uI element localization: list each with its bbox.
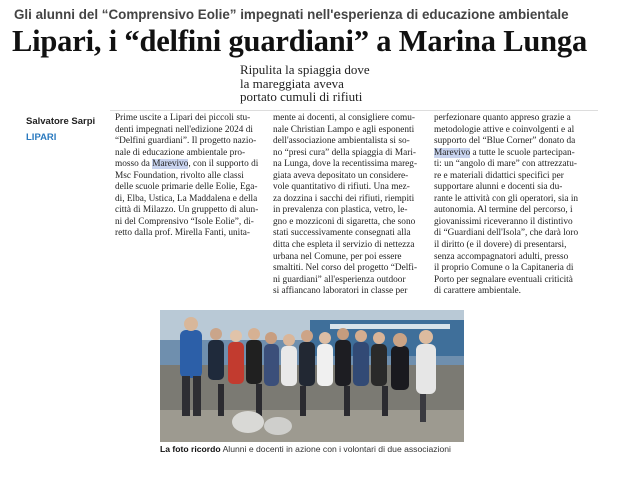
text-line: di “Guardiani dell'Isola”, che darà loro	[434, 228, 579, 239]
text-line: città di Milazzo. Un gruppetto di alun-	[115, 205, 259, 216]
text-fragment: mosso da	[115, 159, 150, 170]
highlighted-term: Marevivo	[434, 147, 471, 158]
text-line: re e materiali didattici specifici per	[434, 170, 564, 181]
text-line: in prevalenza con plastica, vetro, le-	[273, 205, 408, 216]
text-line	[434, 148, 594, 160]
text-line: si affiancano laboratori in classe per	[273, 286, 408, 297]
text-line: senza accompagnatori adulti, presso	[434, 251, 569, 262]
text-line: stati successivamente consegnati alla	[273, 228, 411, 239]
highlighted-term: Marevivo	[152, 159, 189, 170]
text-line	[115, 159, 267, 171]
text-line: mente ai docenti, al consigliere comu-	[273, 113, 415, 123]
text-line: il diritto (e il dovere) di presentarsi,	[434, 240, 567, 251]
caption-text: Alunni e docenti in azione con i volontari di due associazioni	[222, 444, 451, 454]
text-line: supportare alunni e docenti sia du-	[434, 182, 563, 193]
text-fragment: a tutte le scuole partecipan-	[470, 147, 575, 158]
headline: Lipari, i “delfini guardiani” a Marina Lunga	[12, 24, 588, 58]
text-line: giovanissimi riceveranno il distintivo	[434, 216, 573, 227]
text-line: denti impegnati nell'edizione 2024 di	[115, 124, 253, 135]
author-name: Salvatore Sarpi	[26, 116, 96, 127]
divider	[110, 110, 598, 111]
text-line: autonomia. Al termine del percorso, i	[434, 205, 573, 216]
text-line: ti: un “angolo di mare” con attrezzatu-	[434, 159, 578, 170]
text-line: Prime uscite a Lipari dei piccoli stu-	[115, 113, 251, 123]
text-line: gno e mozziconi di sigaretta, che sono	[273, 216, 416, 227]
text-line: ditta che espleta il servizio di nettezza	[273, 240, 415, 251]
article-column-1	[115, 113, 267, 240]
text-fragment: , con il supporto di	[188, 159, 259, 170]
text-line: delle scuole primarie delle Eolie, Ega-	[115, 182, 258, 193]
text-line: ni guardiani” all'esperienza outdoor	[273, 274, 406, 285]
text-line: ni del Comprensivo “Isole Eolie”, di-	[115, 216, 254, 227]
text-line: smaltiti. Nel corso del progetto “Delfi-	[273, 263, 418, 274]
text-line: supporto del “Blue Corner” donato da	[434, 136, 576, 147]
text-line: perfezionare quanto appreso grazie a	[434, 113, 571, 123]
photo-illustration	[160, 310, 464, 442]
caption-label: La foto ricordo	[160, 444, 221, 454]
kicker: Gli alunni del “Comprensivo Eolie” impegnati nell'esperienza di educazione ambientale	[14, 7, 569, 22]
text-line: “Delfini guardiani”. Il progetto nazio-	[115, 136, 257, 147]
subhead-line: Ripulita la spiaggia dove	[240, 62, 370, 77]
text-line: metodologie attive e coinvolgenti e al	[434, 124, 575, 135]
text-line: na Lunga, dove la recentissima mareg-	[273, 159, 418, 170]
text-line: Msc Foundation, rivolto alle classi	[115, 170, 244, 181]
subhead-line: portato cumuli di rifiuti	[240, 89, 363, 104]
text-line: di, Elba, Ustica, La Maddalena e della	[115, 193, 258, 204]
text-line: di carattere ambientale.	[434, 286, 521, 297]
text-line: dell'associazione ambientalista si so-	[273, 136, 410, 147]
photo-caption	[160, 444, 480, 454]
text-line: no “presi cura” della spiaggia di Mari-	[273, 147, 417, 158]
text-line: nale Christian Lampo e agli esponenti	[273, 124, 415, 135]
text-line: vole quantitativo di rifiuti. Una mez-	[273, 182, 410, 193]
byline	[26, 116, 95, 144]
text-line: urbana nel Comune, per poi essere	[273, 251, 402, 262]
dateline-place: LIPARI	[26, 132, 57, 143]
subheadline	[240, 63, 440, 104]
text-line: giata aveva depositato un considere-	[273, 170, 409, 181]
text-line: za dozzina i sacchi dei rifiuti, riempiti	[273, 193, 415, 204]
text-line: il proprio Comune o la Capitaneria di	[434, 263, 574, 274]
text-line: rante le attività con gli operatori, sia in	[434, 193, 579, 204]
article-column-3	[434, 113, 594, 298]
group-photo	[160, 310, 464, 442]
text-line: retto dalla prof. Mirella Fanti, unita-	[115, 228, 251, 239]
text-line: nale di educazione ambientale pro-	[115, 147, 246, 158]
article-column-2	[273, 113, 427, 298]
subhead-line: la mareggiata aveva	[240, 75, 344, 91]
text-line: Porto per segnalare eventuali criticità	[434, 274, 573, 285]
